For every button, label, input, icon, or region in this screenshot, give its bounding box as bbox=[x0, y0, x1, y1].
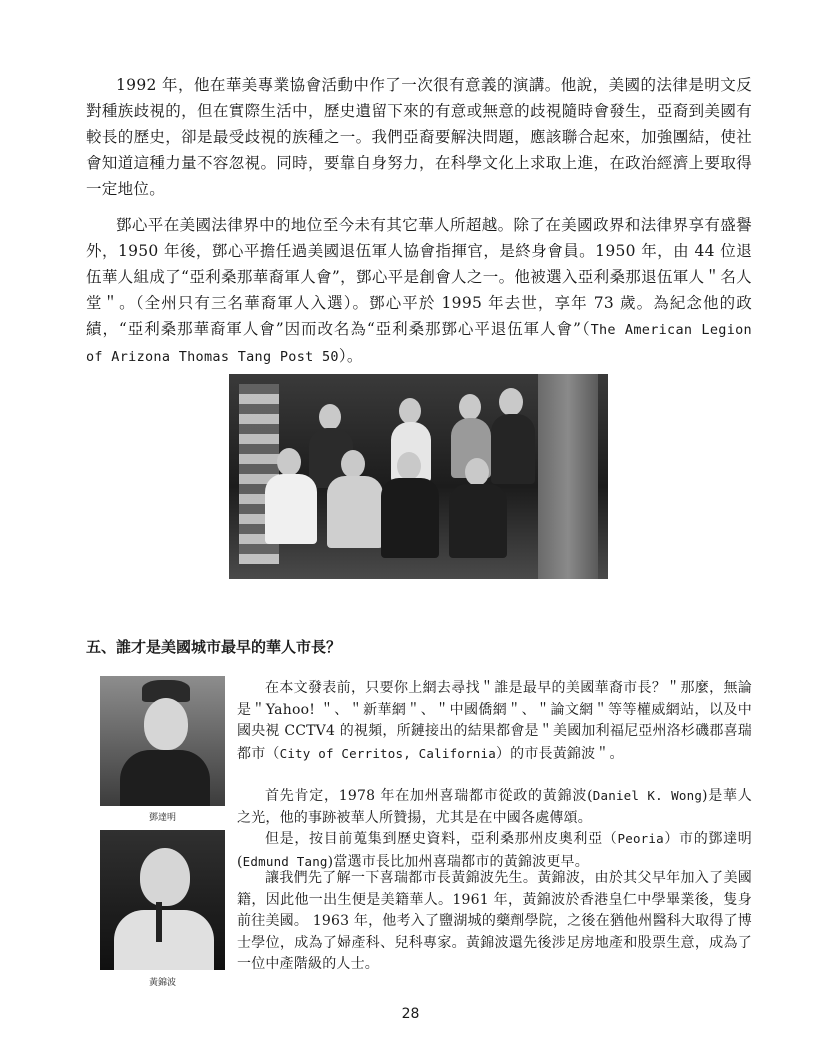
paragraph-edmund-tang bbox=[237, 828, 752, 873]
microphone-icon bbox=[156, 902, 162, 942]
caption-huang-jinbo: 黃錦波 bbox=[148, 978, 176, 988]
page-number: 28 bbox=[401, 1006, 420, 1022]
tang-text-b: ）市的鄧達明( bbox=[237, 831, 752, 870]
standing-person-2 bbox=[399, 398, 421, 424]
paragraph-wong-biography: 讓我們先了解一下喜瑞都市長黃錦波先生。黃錦波，由於其父早年加入了美國籍，因此他一出生便是美籍華人。1961 年，黃錦波於香港皇仁中學畢業後，隻身前往美國。 1963 年，他考入了鹽湖城的藥劑學院，之後在猶他州醫科大取得了博士學位，成為了婦產科、兒科專家。黃錦波還先後涉足房地產和股票生意，成為了一位中產階級的人士。 bbox=[237, 870, 752, 972]
daniel-wong-name: Daniel K. Wong bbox=[592, 788, 703, 803]
edmund-tang-name: Edmund Tang bbox=[242, 853, 328, 869]
standing-person-1 bbox=[319, 404, 341, 430]
search-text-b: ）的市長黃錦波＂。 bbox=[495, 745, 624, 762]
paragraph-1992-speech: 1992 年，他在華美專業協會活動中作了一次很有意義的演講。他說，美國的法律是明文反對種族歧視的，但在實際生活中，歷史遺留下來的有意或無意的歧視隨時會發生，亞裔到美國有較長的歷史，卻是最受歧視的族種之一。我們亞裔要解決問題，應該聯合起來，加強團結，使社會知道這種力量不容忽視。同時，要靠自身努力，在科學文化上求取上進，在政治經濟上要取得一定地位。 bbox=[86, 76, 752, 198]
standing-person-3 bbox=[459, 394, 481, 420]
paragraph-daniel-wong bbox=[237, 785, 752, 829]
legion-post-name: The American Legion of Arizona Thomas Tang Post 50 bbox=[86, 322, 752, 365]
city-of-cerritos: City of Cerritos, California bbox=[279, 745, 496, 761]
standing-person-4 bbox=[499, 388, 523, 416]
section-heading-5: 五、誰才是美國城市最早的華人市長？ bbox=[86, 638, 342, 656]
tang-text-c: )當選市長比加州喜瑞都市的黃錦波更早。 bbox=[327, 853, 589, 870]
search-text-a: 在本文發表前，只要你上網去尋找＂誰是最早的美國華裔市長？＂那麼，無論是＂Yahoo! ＂、＂新華網＂、＂中國僑網＂、＂論文網＂等等權威網站，以及中國央視 CCTV4 的視頻，所鏈接出的結果都會是＂美國加利福尼亞州洛杉磯郡喜瑞都市（ bbox=[237, 680, 752, 762]
caption-deng-daming: 鄧達明 bbox=[148, 813, 176, 823]
seated-person-4 bbox=[465, 458, 489, 486]
wong-text-a: 首先肯定，1978 年在加州喜瑞都市從政的黃錦波( bbox=[265, 788, 593, 804]
paragraph-tang-text-a: 鄧心平在美國法律界中的地位至今未有其它華人所超越。除了在美國政界和法律界享有盛譽外，1950 年後，鄧心平擔任過美國退伍軍人協會指揮官，是終身會員。1950 年，由 44 位退伍華人組成了“亞利桑那華裔軍人會”，鄧心平是創會人之一。他被選入亞利桑那退伍軍人＂名人堂＂。（全州只有三名華裔軍人入選）。鄧心平於 1995 年去世，享年 73 歲。為紀念他的政績，“亞利桑那華裔軍人會”因而改名為“亞利桑那鄧心平退伍軍人會”（ bbox=[86, 216, 752, 338]
legion-banner-image bbox=[538, 374, 598, 579]
tang-text-a: 但是，按目前蒐集到歷史資料，亞利桑那州皮奧利亞（ bbox=[265, 831, 618, 847]
peoria-name: Peoria bbox=[617, 831, 664, 846]
paragraph-tang-legacy bbox=[86, 212, 752, 370]
seated-person-3 bbox=[397, 452, 421, 480]
portrait-huang-jinbo bbox=[100, 830, 225, 970]
wong-text-b: )是華人之光，他的事跡被華人所贊揚，尤其是在中國各處傳頌。 bbox=[237, 788, 752, 826]
portrait-deng-daming bbox=[100, 676, 225, 806]
seated-person-1 bbox=[277, 448, 301, 476]
paragraph-tang-text-b: ）。 bbox=[338, 347, 363, 365]
paragraph-earliest-mayor-search bbox=[237, 678, 752, 765]
group-photo bbox=[229, 374, 608, 579]
seated-person-2 bbox=[341, 450, 365, 478]
